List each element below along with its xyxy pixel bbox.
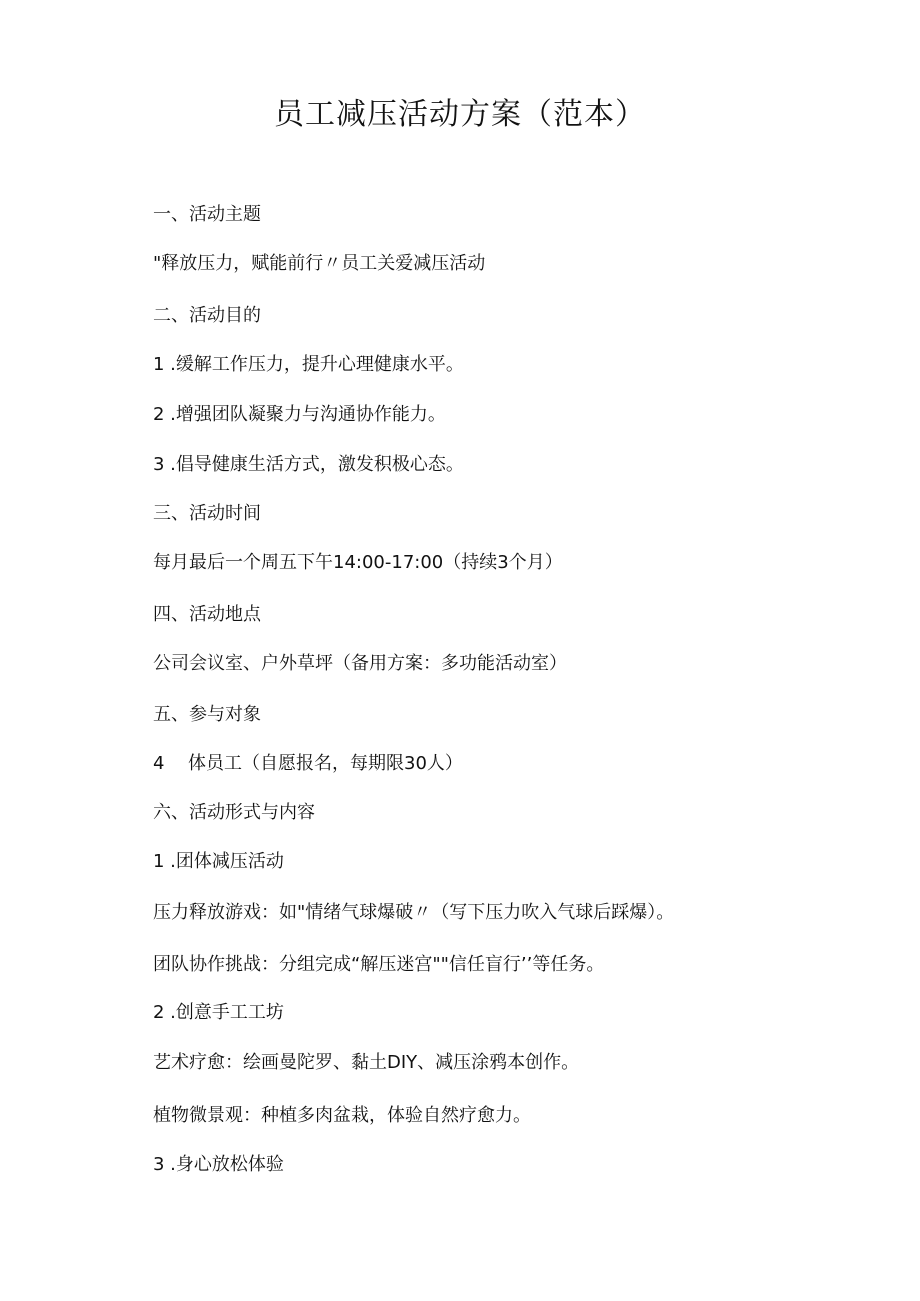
purpose-item-3: 3 .倡导健康生活方式，激发积极心态。 (153, 454, 464, 475)
content-item-stress-game: 压力释放游戏：如"情绪气球爆破〃（写下压力吹入气球后踩爆）。 (153, 902, 675, 923)
time-text: 每月最后一个周五下午14:00-17:00（持续3个月） (153, 552, 563, 573)
section-heading-content: 六、活动形式与内容 (153, 802, 315, 823)
section-heading-purpose: 二、活动目的 (153, 305, 261, 326)
content-item-team-challenge: 团队协作挑战：分组完成“解压迷宫""信任盲行’’等任务。 (153, 954, 605, 975)
subsection-title-2: 2 .创意手工工坊 (153, 1002, 284, 1023)
participants-line (153, 752, 463, 776)
participants-number: 4 (153, 753, 165, 774)
content-item-art-therapy: 艺术疗愈：绘画曼陀罗、黏土DIY、减压涂鸦本创作。 (153, 1052, 580, 1073)
section-heading-time: 三、活动时间 (153, 503, 261, 524)
document-title: 员工减压活动方案（范本） (274, 97, 646, 132)
purpose-item-1: 1 .缓解工作压力，提升心理健康水平。 (153, 354, 464, 375)
subsection-title-1: 1 .团体减压活动 (153, 851, 284, 872)
section-heading-location: 四、活动地点 (153, 604, 261, 625)
theme-text: "释放压力，赋能前行〃员工关爱减压活动 (153, 253, 486, 274)
subsection-title-3: 3 .身心放松体验 (153, 1154, 284, 1175)
participants-text: 体员工（自愿报名，每期限30人） (188, 753, 463, 774)
location-text: 公司会议室、户外草坪（备用方案：多功能活动室） (153, 653, 567, 674)
section-heading-theme: 一、活动主题 (153, 204, 261, 225)
content-item-plant-landscape: 植物微景观：种植多肉盆栽，体验自然疗愈力。 (153, 1105, 531, 1126)
section-heading-participants: 五、参与对象 (153, 704, 261, 725)
purpose-item-2: 2 .增强团队凝聚力与沟通协作能力。 (153, 404, 446, 425)
